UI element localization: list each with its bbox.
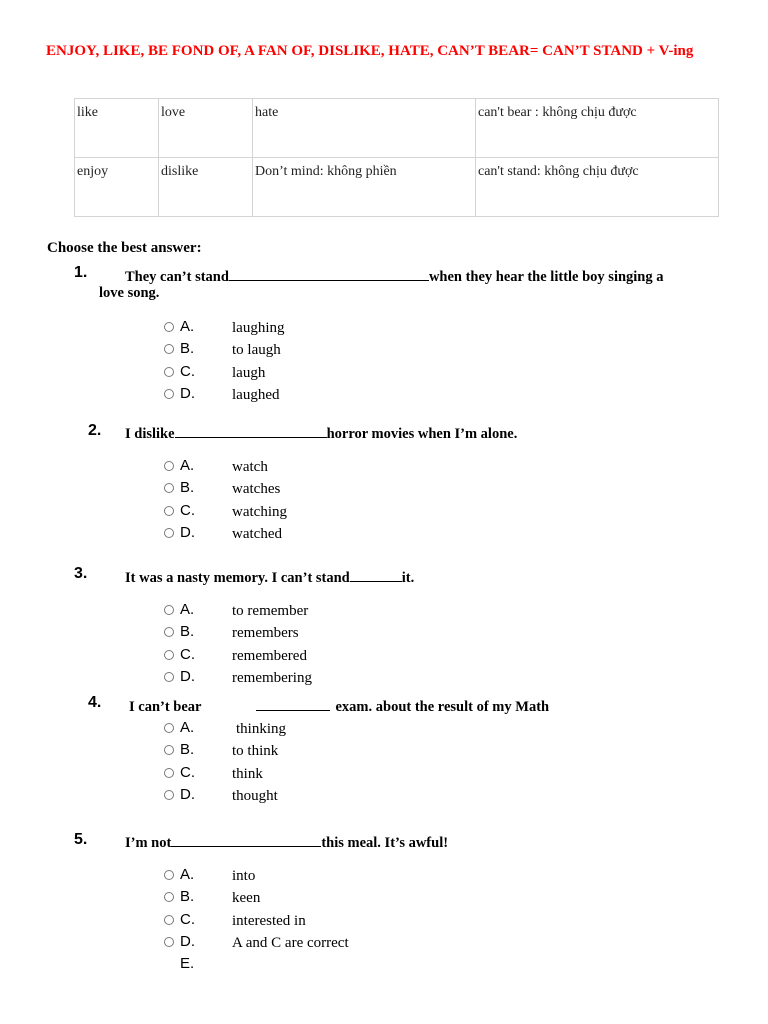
question-text-after: horror movies when I’m alone. — [326, 426, 518, 442]
question-text-after: it. — [401, 570, 415, 586]
table-cell: love — [159, 99, 253, 158]
question-text — [125, 832, 448, 852]
option[interactable] — [164, 602, 524, 624]
option-text: think — [232, 766, 263, 782]
question-text-before: I dislike — [125, 426, 175, 442]
answer-blank — [171, 832, 321, 847]
table-cell: hate — [253, 99, 476, 158]
option-letter: C. — [180, 502, 195, 519]
option[interactable] — [164, 386, 524, 408]
option-text: interested in — [232, 913, 306, 929]
question-text-after: when they hear the little boy singing a — [428, 269, 664, 285]
option-text: watched — [232, 526, 282, 542]
radio-icon[interactable] — [164, 461, 174, 471]
table-cell: Don’t mind: không phiền — [253, 158, 476, 217]
option-text: watching — [232, 504, 287, 520]
option-letter: E. — [180, 955, 195, 972]
option[interactable] — [164, 867, 524, 889]
option[interactable] — [164, 787, 524, 809]
option-letter: B. — [180, 741, 195, 758]
option-letter: D. — [180, 524, 195, 541]
option[interactable] — [164, 765, 524, 787]
table-cell: dislike — [159, 158, 253, 217]
option-letter: D. — [180, 668, 195, 685]
radio-icon[interactable] — [164, 672, 174, 682]
radio-icon[interactable] — [164, 322, 174, 332]
radio-icon[interactable] — [164, 892, 174, 902]
option[interactable] — [164, 364, 524, 386]
radio-icon[interactable] — [164, 870, 174, 880]
table-row — [75, 158, 719, 217]
option[interactable] — [164, 889, 524, 911]
option[interactable] — [164, 720, 524, 742]
option-letter: A. — [180, 457, 195, 474]
option-text: remembered — [232, 648, 307, 664]
option-text: watches — [232, 481, 281, 497]
table-row — [75, 99, 719, 158]
question-number: 3. — [74, 565, 88, 582]
table-cell: can't bear : không chịu được — [476, 99, 719, 158]
option-letter: D. — [180, 786, 195, 803]
question-number: 5. — [74, 831, 88, 848]
question-text — [129, 696, 549, 716]
option-text: watch — [232, 459, 268, 475]
option[interactable] — [164, 624, 524, 646]
option-letter: D. — [180, 385, 195, 402]
option-letter: C. — [180, 911, 195, 928]
option[interactable] — [164, 742, 524, 764]
option-letter: D. — [180, 933, 195, 950]
option-letter: C. — [180, 363, 195, 380]
option-letter: A. — [180, 318, 195, 335]
option[interactable] — [164, 480, 524, 502]
radio-icon[interactable] — [164, 723, 174, 733]
question-text-before: They can’t stand — [125, 269, 229, 285]
option-letter: B. — [180, 479, 195, 496]
radio-icon[interactable] — [164, 506, 174, 516]
radio-icon[interactable] — [164, 344, 174, 354]
vocab-table — [74, 98, 719, 217]
option-text: to remember — [232, 603, 309, 619]
option-text: to think — [232, 743, 279, 759]
option-extra — [164, 956, 524, 978]
answer-blank — [229, 266, 429, 281]
radio-icon[interactable] — [164, 605, 174, 615]
option-letter: B. — [180, 888, 195, 905]
option-letter: C. — [180, 646, 195, 663]
option[interactable] — [164, 647, 524, 669]
option[interactable] — [164, 669, 524, 691]
question-text — [125, 266, 664, 286]
table-cell: can't stand: không chịu được — [476, 158, 719, 217]
option[interactable] — [164, 341, 524, 363]
radio-icon[interactable] — [164, 627, 174, 637]
option-letter: B. — [180, 340, 195, 357]
option-text: thinking — [236, 721, 287, 737]
question-text-line2: love song. — [99, 285, 160, 301]
option-text: to laugh — [232, 342, 281, 358]
option-text: remembering — [232, 670, 312, 686]
option-text: remembers — [232, 625, 299, 641]
question-text-before: It was a nasty memory. I can’t stand — [125, 570, 350, 586]
question-number: 2. — [88, 422, 102, 439]
radio-icon[interactable] — [164, 389, 174, 399]
question-text — [125, 423, 517, 443]
question-text-before: I can’t bear — [129, 699, 202, 715]
table-cell: like — [75, 99, 159, 158]
question-text-before: I’m not — [125, 835, 172, 851]
option-text: laughing — [232, 320, 285, 336]
option-text: A and C are correct — [232, 935, 349, 951]
option-text: keen — [232, 890, 261, 906]
answer-blank — [350, 567, 402, 582]
radio-icon[interactable] — [164, 367, 174, 377]
option[interactable] — [164, 503, 524, 525]
table-cell: enjoy — [75, 158, 159, 217]
option[interactable] — [164, 912, 524, 934]
instruction: Choose the best answer: — [47, 240, 202, 256]
answer-blank — [175, 423, 327, 438]
answer-blank — [256, 696, 330, 711]
option-letter: A. — [180, 719, 195, 736]
option[interactable] — [164, 458, 524, 480]
radio-icon[interactable] — [164, 745, 174, 755]
question-text-after: this meal. It’s awful! — [321, 835, 449, 851]
option-letter: A. — [180, 601, 195, 618]
radio-icon[interactable] — [164, 790, 174, 800]
option-letter: B. — [180, 623, 195, 640]
option-text: into — [232, 868, 256, 884]
option-letter: C. — [180, 764, 195, 781]
option-text: laughed — [232, 387, 280, 403]
question-number: 4. — [88, 694, 102, 711]
question-number: 1. — [74, 264, 88, 281]
radio-icon[interactable] — [164, 768, 174, 778]
question-text-after: exam. about the result of my Math — [335, 699, 550, 715]
radio-icon[interactable] — [164, 915, 174, 925]
radio-icon[interactable] — [164, 650, 174, 660]
option[interactable] — [164, 319, 524, 341]
page-heading: ENJOY, LIKE, BE FOND OF, A FAN OF, DISLIKE, HATE, CAN’T BEAR= CAN’T STAND + V-ing — [46, 43, 694, 59]
radio-icon[interactable] — [164, 528, 174, 538]
option[interactable] — [164, 934, 524, 956]
option[interactable] — [164, 525, 524, 547]
option-letter: A. — [180, 866, 195, 883]
option-text: laugh — [232, 365, 266, 381]
option-text: thought — [232, 788, 278, 804]
radio-icon[interactable] — [164, 483, 174, 493]
question-text — [125, 567, 414, 587]
radio-icon[interactable] — [164, 937, 174, 947]
